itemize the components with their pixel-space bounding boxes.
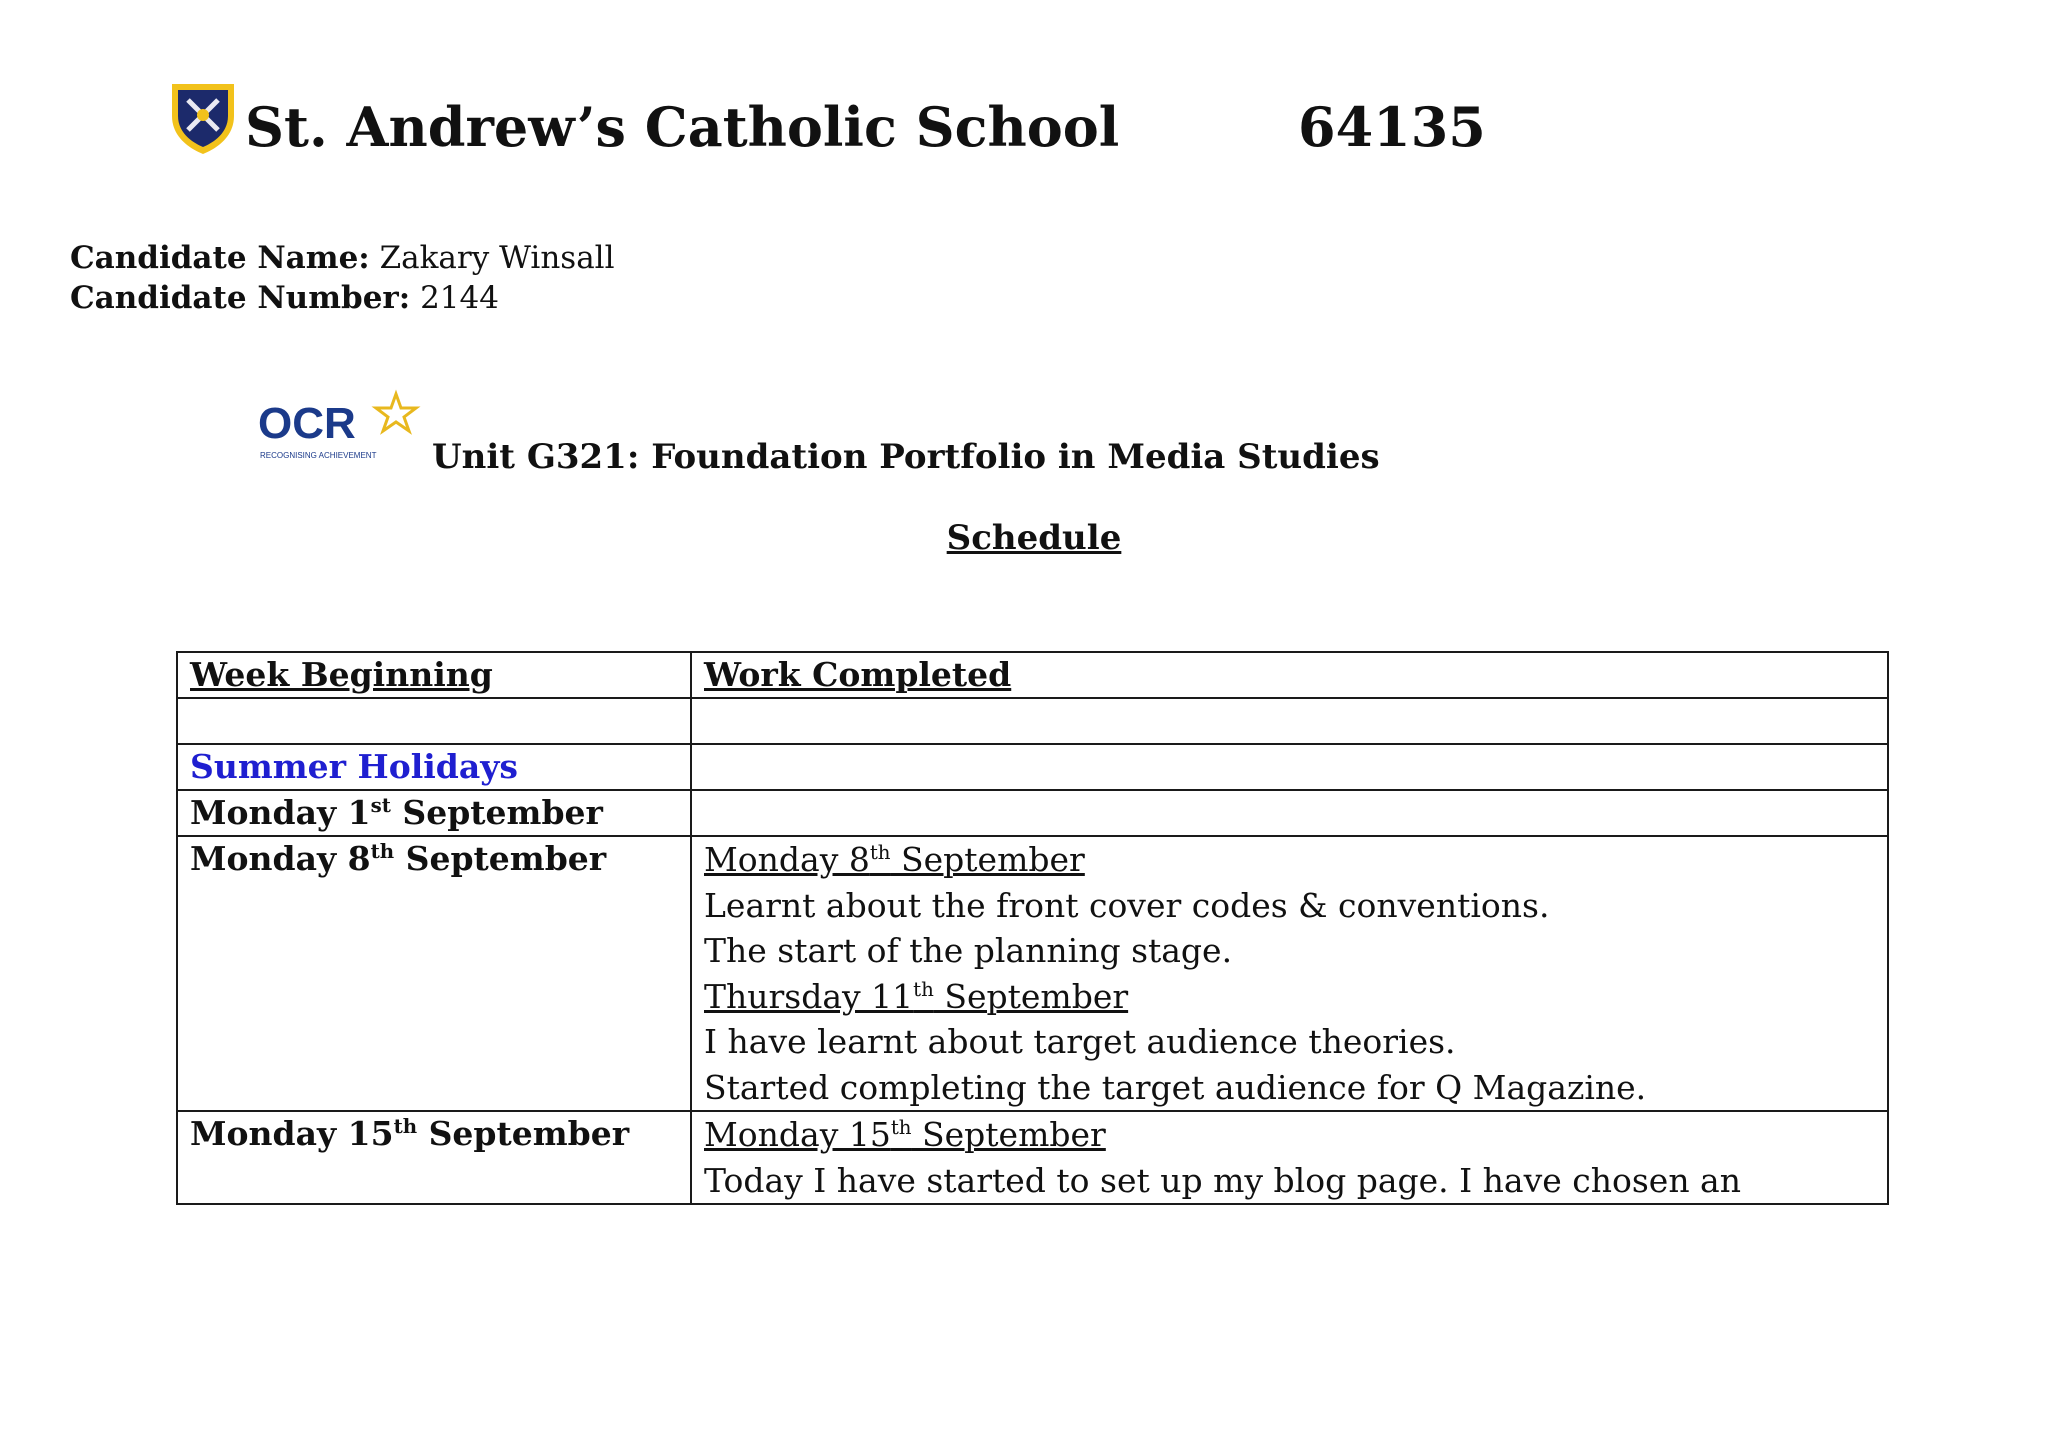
work-completed-cell xyxy=(691,1111,1888,1204)
table-row xyxy=(177,744,1888,790)
week-beginning-cell: Monday 15th September xyxy=(177,1111,691,1204)
school-crest-icon xyxy=(168,78,238,156)
work-completed-cell xyxy=(691,790,1888,836)
entry-date: Thursday 11th September xyxy=(704,976,1129,1016)
column-header-work: Work Completed xyxy=(691,652,1888,698)
week-beginning-cell: Monday 1st September xyxy=(177,790,691,836)
entry-text: Started completing the target audience for Q Magazine. xyxy=(704,1067,1647,1107)
candidate-name-label: Candidate Name: xyxy=(70,240,370,276)
table-row xyxy=(177,790,1888,836)
column-header-week: Week Beginning xyxy=(177,652,691,698)
schedule-heading: Schedule xyxy=(946,518,1122,558)
schedule-header-row xyxy=(177,652,1888,698)
unit-title: Unit G321: Foundation Portfolio in Media Studies xyxy=(432,437,1380,477)
week-beginning-cell xyxy=(177,698,691,744)
ocr-logo xyxy=(256,386,426,466)
entry-date: Monday 8th September xyxy=(704,840,1085,879)
centre-number: 64135 xyxy=(1298,95,1486,159)
entry-text: Learnt about the front cover codes & conventions. xyxy=(704,885,1550,925)
candidate-number xyxy=(70,280,499,316)
table-row xyxy=(177,836,1888,1111)
schedule-table xyxy=(176,651,1889,1205)
work-completed-cell xyxy=(691,744,1888,790)
week-beginning-cell: Summer Holidays xyxy=(177,744,691,790)
week-beginning-cell: Monday 8th September xyxy=(177,836,691,1111)
table-row xyxy=(177,1111,1888,1204)
entry-text: The start of the planning stage. xyxy=(704,931,1233,970)
table-row xyxy=(177,698,1888,744)
work-completed-cell xyxy=(691,698,1888,744)
entry-text: I have learnt about target audience theories. xyxy=(704,1022,1456,1061)
ocr-logo-tagline: RECOGNISING ACHIEVEMENT xyxy=(260,451,377,460)
school-name: St. Andrew’s Catholic School xyxy=(245,95,1120,159)
candidate-number-label: Candidate Number: xyxy=(70,280,411,316)
ocr-logo-text: OCR xyxy=(258,399,356,448)
candidate-name-value: Zakary Winsall xyxy=(379,240,615,276)
entry-date: Monday 15th September xyxy=(704,1115,1106,1154)
candidate-name xyxy=(70,240,615,276)
entry-text: Today I have started to set up my blog page. I have chosen an xyxy=(704,1160,1741,1200)
work-completed-cell xyxy=(691,836,1888,1111)
candidate-number-value: 2144 xyxy=(420,280,499,316)
